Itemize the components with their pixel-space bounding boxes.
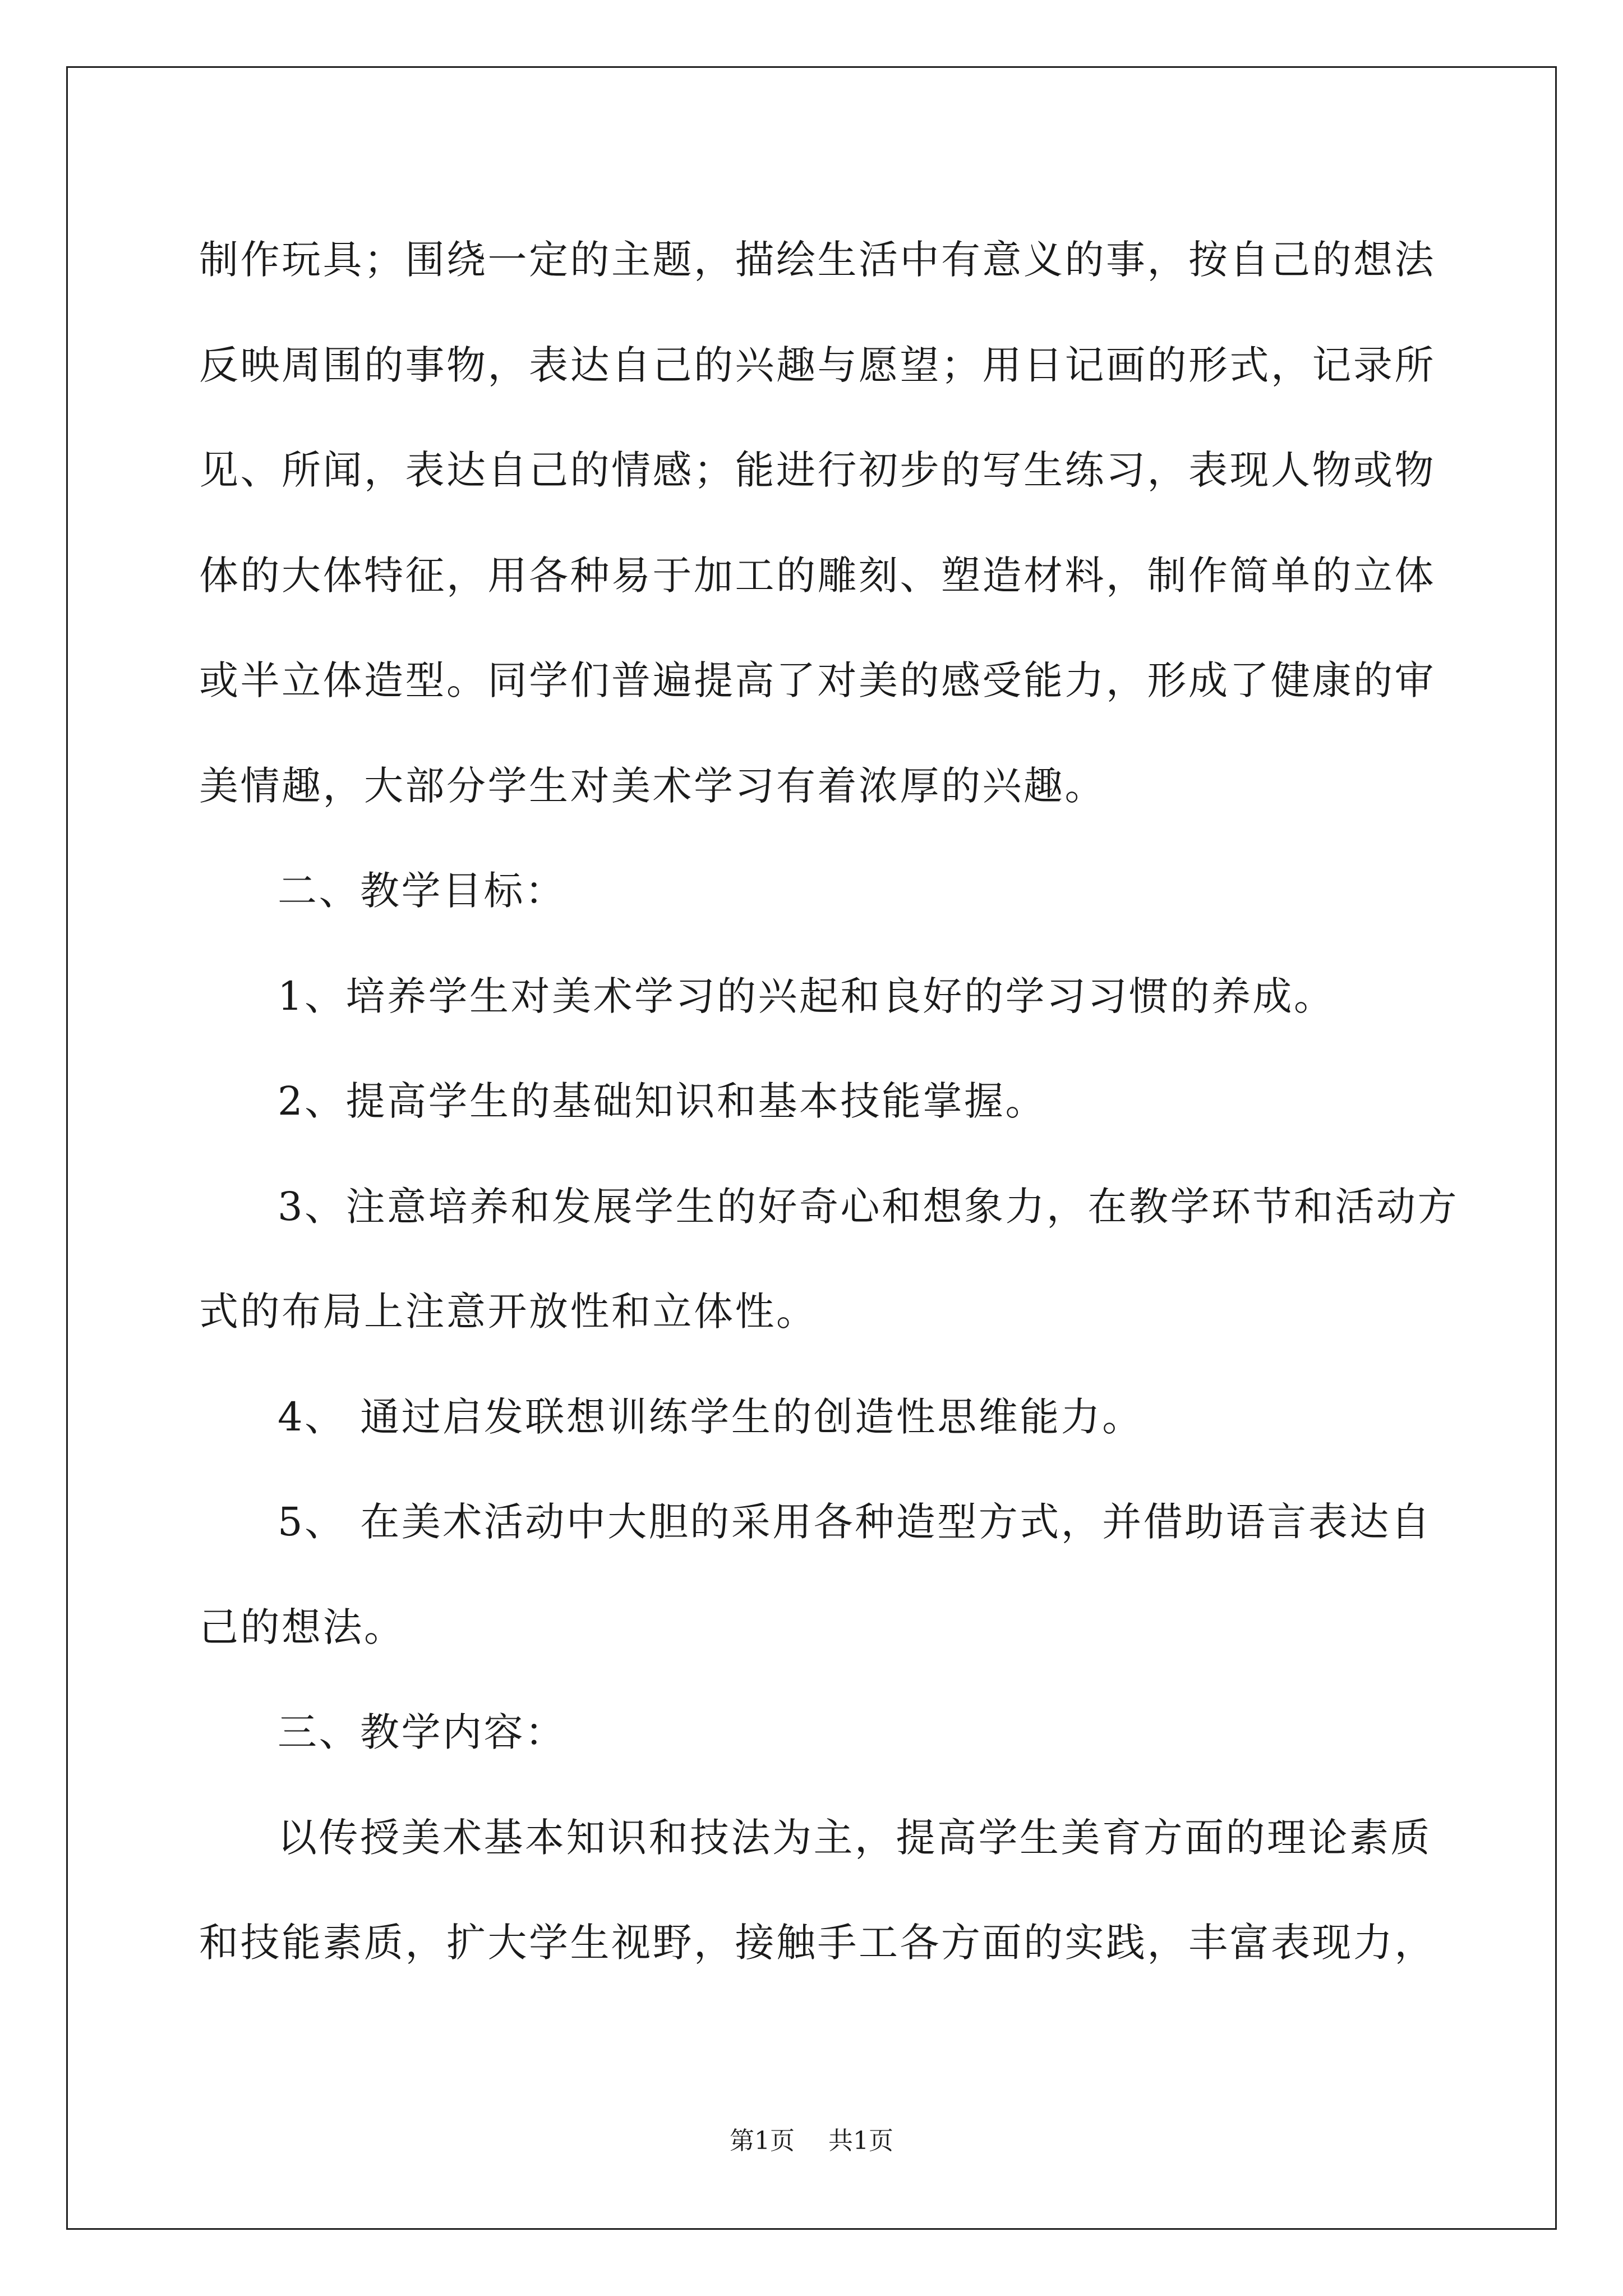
page-number-total: 共1页 (828, 2127, 893, 2155)
text-line: 己的想法。 (199, 1604, 405, 1650)
text-line: 1、培养学生对美术学习的兴起和良好的学习习惯的养成。 (278, 973, 1335, 1019)
text-line: 4、 通过启发联想训练学生的创造性思维能力。 (278, 1393, 1144, 1440)
text-line: 和技能素质，扩大学生视野，接触手工各方面的实践，丰富表现力， (199, 1920, 1436, 1966)
text-line: 反映周围的事物，表达自己的兴趣与愿望；用日记画的形式，记录所 (199, 342, 1436, 388)
page-footer (0, 2120, 1623, 2156)
text-line: 制作玩具；围绕一定的主题，描绘生活中有意义的事，按自己的想法 (199, 237, 1436, 283)
page-number-current: 第1页 (730, 2127, 795, 2155)
text-line: 美情趣，大部分学生对美术学习有着浓厚的兴趣。 (199, 762, 1106, 809)
text-line: 或半立体造型。同学们普遍提高了对美的感受能力，形成了健康的审 (199, 657, 1436, 703)
document-body (199, 208, 1459, 1996)
text-line: 3、注意培养和发展学生的好奇心和想象力，在教学环节和活动方 (278, 1183, 1459, 1230)
text-line: 式的布局上注意开放性和立体性。 (199, 1289, 818, 1335)
text-line: 以传授美术基本知识和技法为主，提高学生美育方面的理论素质 (278, 1814, 1432, 1861)
text-line: 三、教学内容： (278, 1709, 566, 1755)
text-line: 见、所闻，表达自己的情感；能进行初步的写生练习，表现人物或物 (199, 447, 1436, 493)
text-line: 体的大体特征，用各种易于加工的雕刻、塑造材料，制作简单的立体 (199, 552, 1436, 599)
text-line: 5、 在美术活动中大胆的采用各种造型方式，并借助语言表达自 (278, 1499, 1432, 1545)
text-line: 二、教学目标： (278, 868, 566, 914)
text-line: 2、提高学生的基础知识和基本技能掌握。 (278, 1078, 1047, 1124)
